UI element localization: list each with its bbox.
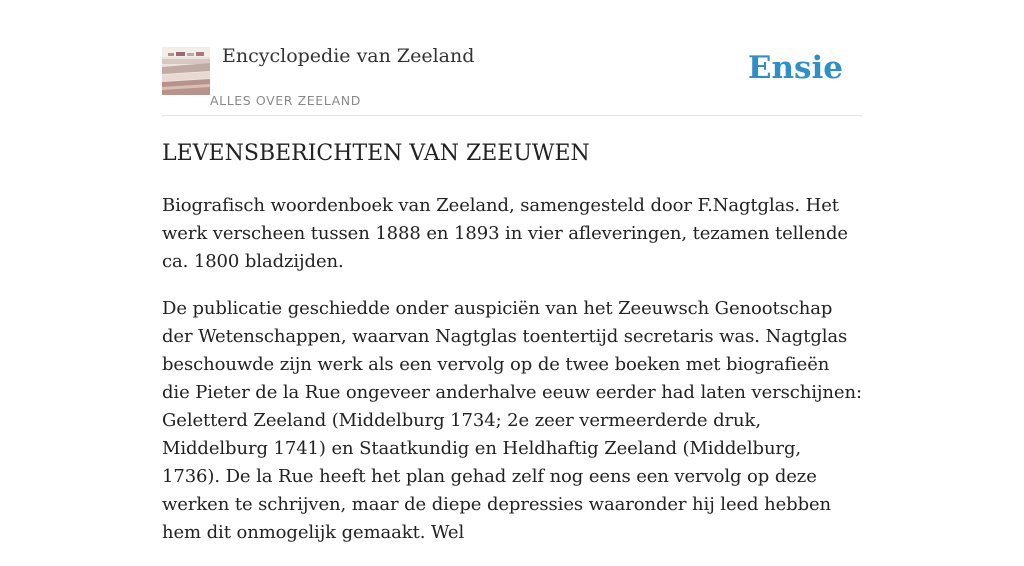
site-header xyxy=(162,0,862,116)
site-title-link[interactable]: Encyclopedie van Zeeland xyxy=(222,45,475,67)
article-paragraph: Biografisch woordenboek van Zeeland, samengesteld door F.Nagtglas. Het werk verscheen tussen 1888 en 1893 in vier afleveringen, tezamen tellende ca. 1800 bladzijden. xyxy=(162,195,848,272)
article-title: LEVENSBERICHTEN VAN ZEEUWEN xyxy=(162,141,590,166)
ensie-logo-link[interactable]: Ensie xyxy=(747,50,843,86)
site-subtitle: ALLES OVER ZEELAND xyxy=(210,93,361,108)
site-avatar-book-stack-photo-icon[interactable] xyxy=(162,47,210,95)
article-paragraph: De publicatie geschiedde onder auspiciën van het Zeeuwsch Genootschap der Wetenschappen, waarvan Nagtglas toentertijd secretaris was. Nagtglas beschouwde zijn werk als een vervolg op de twee boeken met biografieën die Pieter de la Rue ongeveer anderhalve eeuw eerder had laten verschijnen: Geletterd Zeeland (Middelburg 1734; 2e zeer vermeerderde druk, Middelburg 1741) en Staatkundig en Heldhaftig Zeeland (Middelburg, 1736). De la Rue heeft het plan gehad zelf nog eens een vervolg op deze werken te schrijven, maar de diepe depressies waaronder hij leed hebben hem dit onmogelijk gemaakt. Wel xyxy=(162,298,862,543)
article-content xyxy=(162,138,862,566)
book-stack-photo-icon xyxy=(162,47,210,95)
